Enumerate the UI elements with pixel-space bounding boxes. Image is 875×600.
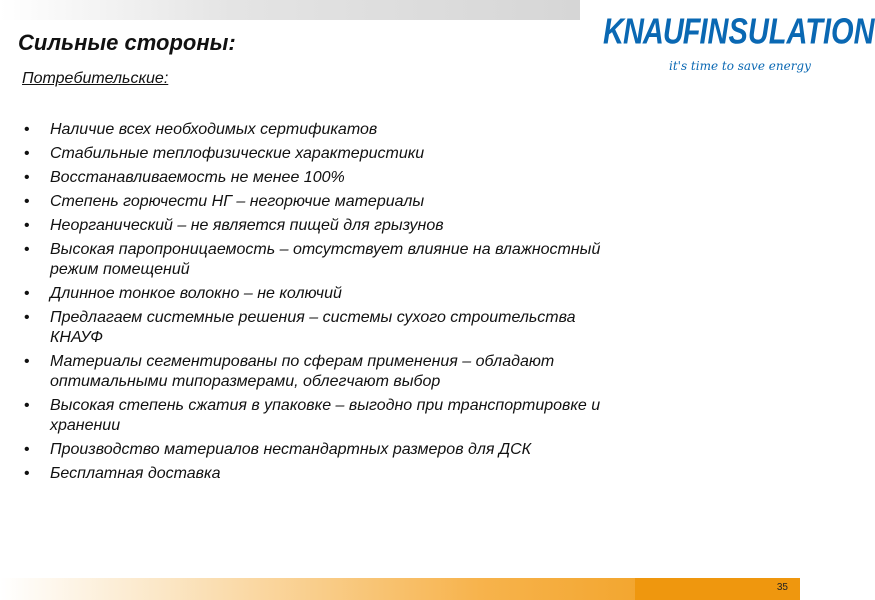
bullet-item bbox=[22, 284, 612, 304]
bullet-item bbox=[22, 192, 612, 212]
header-gradient-band bbox=[0, 0, 580, 20]
logo-wordmark bbox=[603, 12, 875, 53]
bullet-icon: • bbox=[24, 397, 30, 414]
bullet-text: Восстанавливаемость не менее 100% bbox=[50, 169, 345, 186]
bullet-icon: • bbox=[24, 217, 30, 234]
bullet-item bbox=[22, 240, 612, 280]
bullet-item bbox=[22, 464, 612, 484]
slide-title: Сильные стороны: bbox=[18, 30, 236, 55]
footer-accent-block bbox=[635, 578, 800, 600]
bullet-item bbox=[22, 144, 612, 164]
bullet-icon: • bbox=[24, 465, 30, 482]
bullet-text: Предлагаем системные решения – системы сухого строительства КНАУФ bbox=[50, 309, 576, 346]
bullet-text: Стабильные теплофизические характеристики bbox=[50, 145, 425, 162]
knauf-insulation-logo bbox=[603, 12, 875, 82]
bullet-icon: • bbox=[24, 285, 30, 302]
bullet-icon: • bbox=[24, 309, 30, 326]
page-number: 35 bbox=[776, 582, 788, 593]
logo-tagline: it's time to save energy bbox=[669, 59, 811, 73]
bullet-list bbox=[22, 120, 612, 488]
bullet-icon: • bbox=[24, 441, 30, 458]
slide-subtitle: Потребительские: bbox=[22, 70, 169, 87]
bullet-icon: • bbox=[24, 353, 30, 370]
logo-word-knauf: KNAUF bbox=[603, 12, 700, 52]
bullet-icon: • bbox=[24, 121, 30, 138]
bullet-icon: • bbox=[24, 193, 30, 210]
bullet-icon: • bbox=[24, 169, 30, 186]
bullet-icon: • bbox=[24, 241, 30, 258]
bullet-item bbox=[22, 120, 612, 140]
bullet-item bbox=[22, 308, 612, 348]
bullet-text: Бесплатная доставка bbox=[50, 465, 221, 482]
bullet-item bbox=[22, 216, 612, 236]
bullet-item bbox=[22, 168, 612, 188]
bullet-text: Длинное тонкое волокно – не колючий bbox=[50, 285, 342, 302]
bullet-text: Производство материалов нестандартных размеров для ДСК bbox=[50, 441, 532, 458]
bullet-item bbox=[22, 396, 612, 436]
bullet-text: Степень горючести НГ – негорючие материалы bbox=[50, 193, 425, 210]
bullet-text: Высокая степень сжатия в упаковке – выгодно при транспортировке и хранении bbox=[50, 397, 601, 434]
bullet-item bbox=[22, 352, 612, 392]
bullet-icon: • bbox=[24, 145, 30, 162]
bullet-text: Высокая паропроницаемость – отсутствует влияние на влажностный режим помещений bbox=[50, 241, 601, 278]
bullet-text: Материалы сегментированы по сферам применения – обладают оптимальными типоразмерами, облегчают выбор bbox=[50, 353, 555, 390]
bullet-text: Наличие всех необходимых сертификатов bbox=[50, 121, 378, 138]
bullet-text: Неорганический – не является пищей для грызунов bbox=[50, 217, 444, 234]
bullet-item bbox=[22, 440, 612, 460]
logo-word-insulation: INSULATION bbox=[699, 12, 875, 52]
footer-gradient-band bbox=[0, 578, 800, 600]
